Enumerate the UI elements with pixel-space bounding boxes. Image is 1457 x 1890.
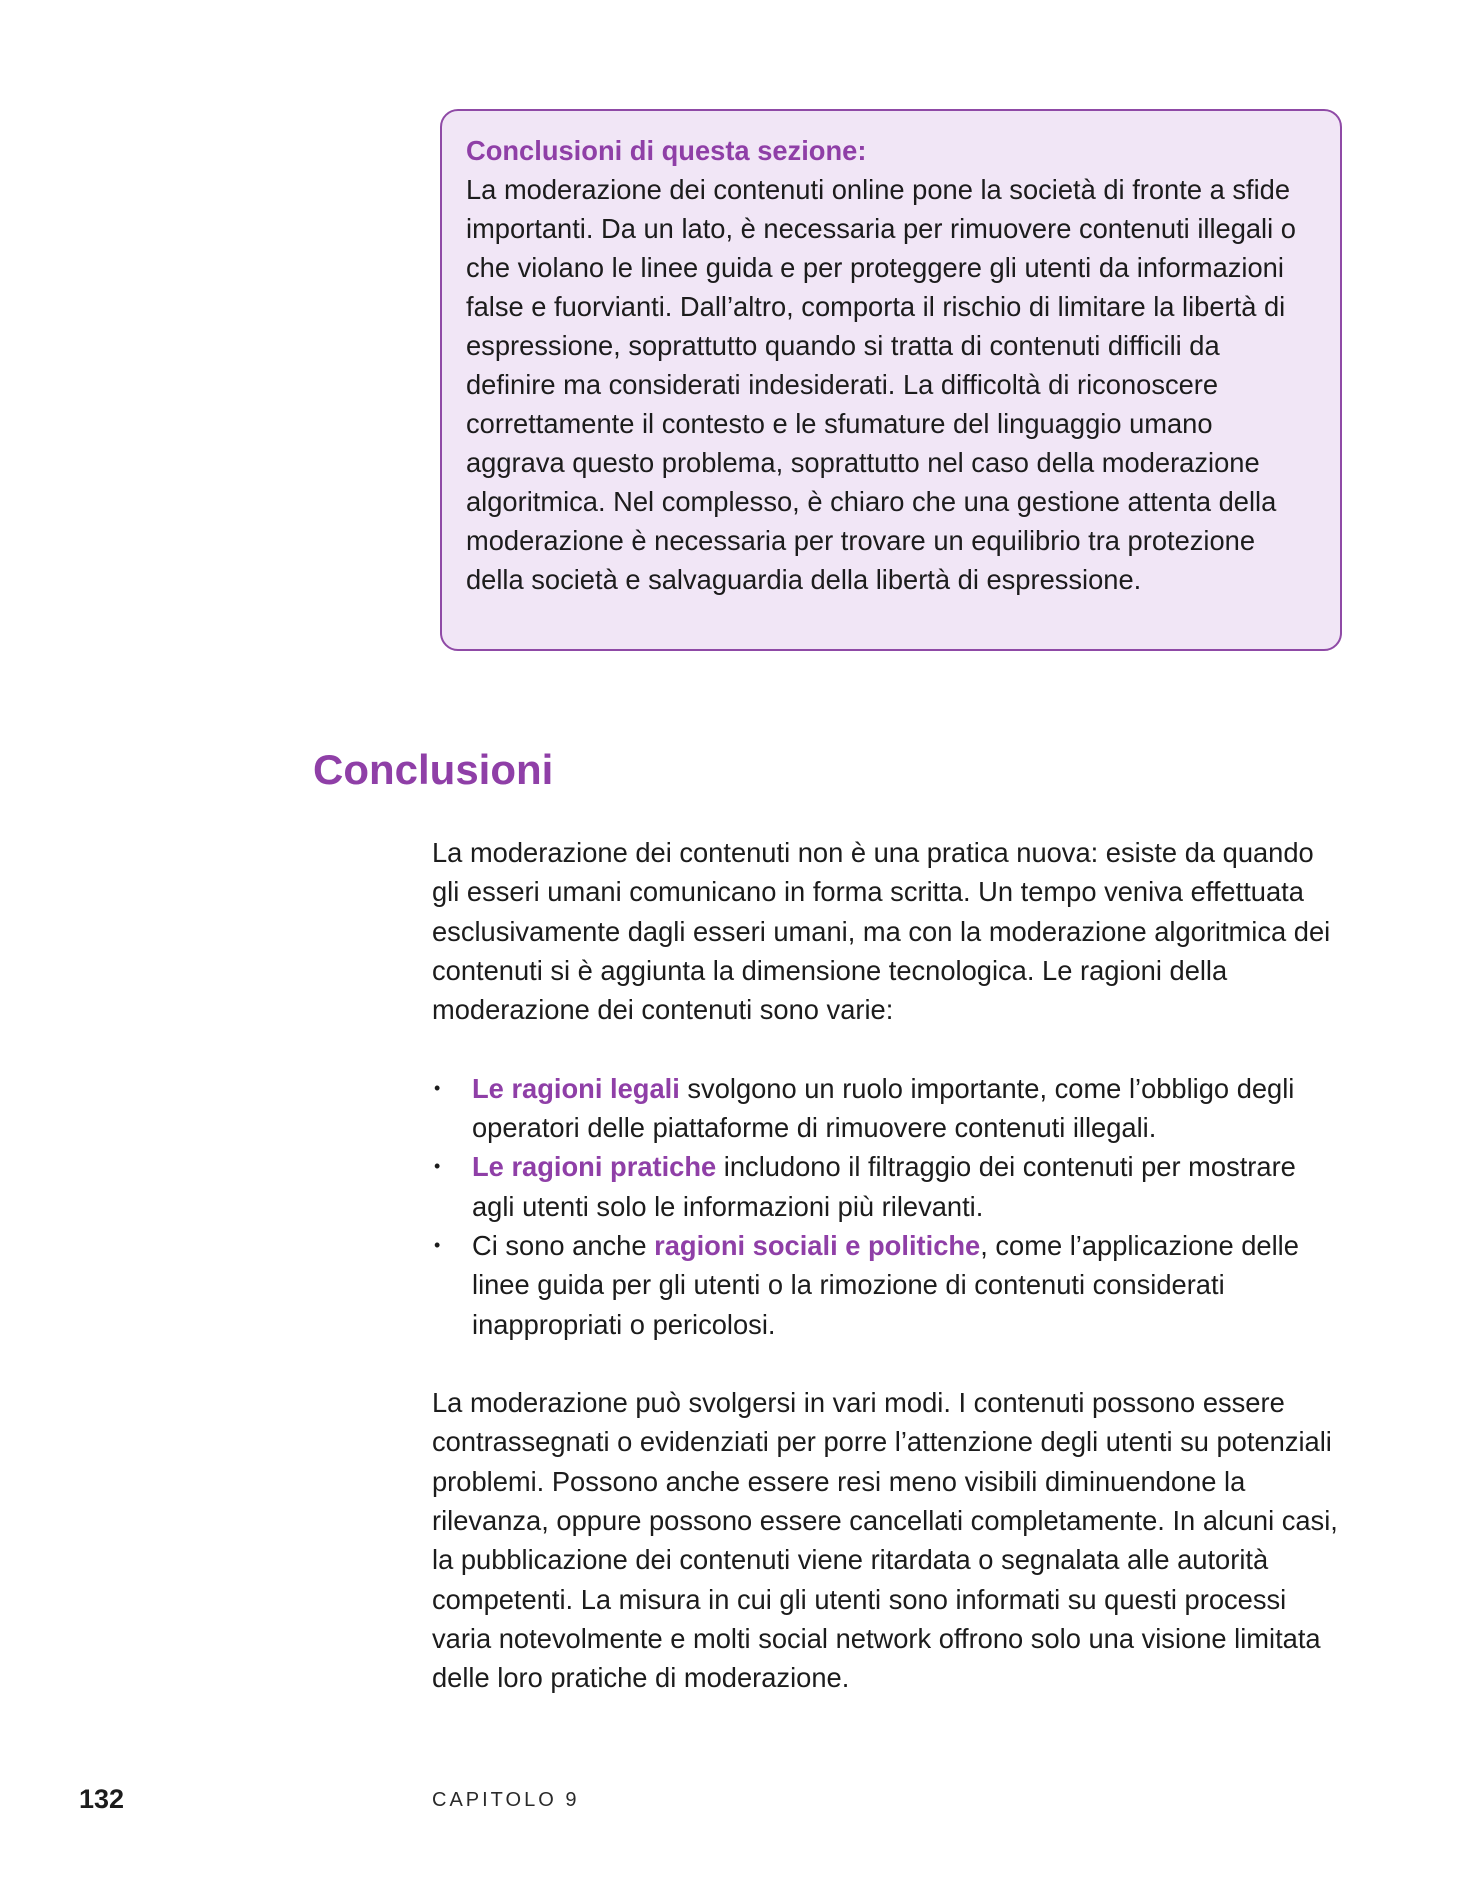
summary-box-text: La moderazione dei contenuti online pone la società di fronte a sfide importanti. Da un lato, è necessaria per rimuovere contenuti illegali o che violano le linee guida e per proteggere gli utenti da informazioni false e fuorvianti. Dall’altro, comporta il rischio di limitare la libertà di espressione, soprattutto quando si tratta di contenuti difficili da definire ma considerati indesiderati. La difficoltà di riconoscere correttamente il contesto e le sfumature del linguaggio umano aggrava questo problema, soprattutto nel caso della moderazione algoritmica. Nel complesso, è chiaro che una gestione attenta della moderazione è necessaria per trovare un equilibrio tra protezione della società e salvaguardia della libertà di espressione. (466, 174, 1296, 595)
section-summary-box (440, 109, 1342, 651)
bullet-text-before: Ci sono anche (472, 1229, 655, 1261)
section-heading: Conclusioni (313, 746, 554, 793)
list-item (432, 1226, 1342, 1344)
reasons-list (432, 1069, 1342, 1344)
summary-box-title: Conclusioni di questa sezione: (466, 135, 867, 166)
list-item (432, 1147, 1342, 1226)
closing-paragraph: La moderazione può svolgersi in vari modi. I contenuti possono essere contrassegnati o evidenziati per porre l’attenzione degli utenti su potenziali problemi. Possono anche essere resi meno visibili diminuendone la rilevanza, oppure possono essere cancellati completamente. In alcuni casi, la pubblicazione dei contenuti viene ritardata o segnalata alle autorità competenti. La misura in cui gli utenti sono informati su questi processi varia notevolmente e molti social network offrono solo una visione limitata delle loro pratiche di moderazione. (432, 1387, 1338, 1694)
bullet-text-after: svolgono un ruolo importante, come l’obbligo degli operatori delle piattaforme di rimuovere contenuti illegali. (472, 1072, 1295, 1144)
bullet-text-after: , come l’applicazione delle linee guida per gli utenti o la rimozione di contenuti considerati inappropriati o pericolosi. (472, 1229, 1299, 1340)
list-item (432, 1069, 1342, 1148)
bullet-text-after: includono il filtraggio dei contenuti per mostrare agli utenti solo le informazioni più rilevanti. (472, 1151, 1296, 1222)
bullet-highlight: Le ragioni legali (472, 1072, 680, 1104)
chapter-label: CAPITOLO 9 (432, 1789, 580, 1811)
section-content (432, 833, 1342, 1698)
bullet-highlight: ragioni sociali e politiche (654, 1229, 981, 1261)
bullet-icon: • (434, 1234, 441, 1255)
bullet-icon: • (434, 1156, 441, 1177)
bullet-icon: • (434, 1077, 441, 1098)
intro-paragraph: La moderazione dei contenuti non è una pratica nuova: esiste da quando gli esseri umani comunicano in forma scritta. Un tempo veniva effettuata esclusivamente dagli esseri umani, ma con la moderazione algoritmica dei contenuti si è aggiunta la dimensione tecnologica. Le ragioni della moderazione dei contenuti sono varie: (432, 837, 1331, 1026)
page-number: 132 (79, 1784, 125, 1814)
bullet-highlight: Le ragioni pratiche (472, 1151, 717, 1183)
